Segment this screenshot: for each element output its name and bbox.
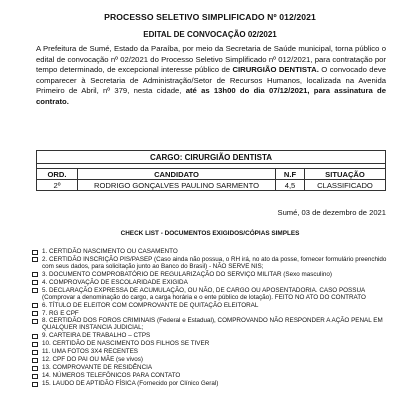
list-item: 10. CERTIDÃO DE NASCIMENTO DOS FILHOS SE TIVER: [32, 341, 392, 348]
list-item: 4. COMPROVAÇÃO DE ESCOLARIDADE EXIGIDA: [32, 280, 392, 287]
list-item: 15. LAUDO DE APTIDÃO FÍSICA (Fornecido por Clínico Geral): [32, 381, 392, 388]
edital-subtitle: EDITAL DE CONVOCAÇÃO 02/2021: [143, 30, 277, 39]
list-item: 12. CPF DO PAI OU MÃE (se vivos): [32, 357, 392, 364]
list-item: 3. DOCUMENTO COMPROBATÓRIO DE REGULARIZAÇÃO DO SERVIÇO MILITAR (Sexo masculino): [32, 272, 392, 279]
intro-bold-cargo: CIRURGIÃO DENTISTA.: [232, 65, 319, 75]
checkbox-icon: [32, 358, 38, 363]
checkbox-icon: [32, 311, 38, 316]
checkbox-icon: [32, 342, 38, 347]
checkbox-icon: [32, 334, 38, 339]
checkbox-icon: [32, 272, 38, 277]
checklist: [32, 249, 392, 389]
checklist-title: CHECK LIST - DOCUMENTOS EXIGIDOS/CÓPIAS SIMPLES: [120, 230, 300, 237]
checkbox-icon: [32, 250, 38, 255]
list-item: 1. CERTIDÃO NASCIMENTO OU CASAMENTO: [32, 249, 392, 256]
table-header-row: [37, 169, 386, 180]
result-table: [36, 150, 386, 191]
intro-text-1: A Prefeitura de Sumé, Estado da Paraíba, por meio da Secretaria de Saúde municipal, torna público o edital de convocação nº 02/2021 do Processo Seletivo Simplificado nº 012/2021, para contratação por tempo determinado, de excepcional interesse público de: [36, 44, 386, 75]
header-candidato: CANDIDATO: [78, 169, 276, 180]
checkbox-icon: [32, 257, 38, 262]
list-item: 8. CERTIDÃO DOS FOROS CRIMINAIS (Federal e Estadual), COMPROVANDO NÃO RESPONDER A AÇÃO PENAL EM QUALQUER INSTANCIA JUDICIAL;: [32, 318, 392, 332]
intro-text-2: O convocado deve comparecer à Secretaria de Administração/Setor de Recursos Humanos, localizada na Avenida Primeiro de Abril, nº 379, nesta cidade,: [36, 65, 386, 96]
checkbox-icon: [32, 280, 38, 285]
date-line: Sumé, 03 de dezembro de 2021: [277, 208, 386, 217]
cell-nf: 4,5: [276, 180, 305, 191]
checkbox-icon: [32, 303, 38, 308]
list-item: 9. CARTEIRA DE TRABALHO – CTPS: [32, 333, 392, 340]
cell-ord: 2º: [37, 180, 78, 191]
document-title: PROCESSO SELETIVO SIMPLIFICADO Nº 012/2021: [104, 12, 316, 22]
cell-candidato: RODRIGO GONÇALVES PAULINO SARMENTO: [78, 180, 276, 191]
list-item: 13. COMPROVANTE DE RESIDÊNCIA: [32, 365, 392, 372]
checkbox-icon: [32, 319, 38, 324]
cell-situacao: CLASSIFICADO: [305, 180, 386, 191]
list-item: 14. NÚMEROS TELEFÔNICOS PARA CONTATO: [32, 373, 392, 380]
list-item: 6. TÍTULO DE ELEITOR COM COMPROVANTE DE QUITAÇÃO ELEITORAL: [32, 303, 392, 310]
checkbox-icon: [32, 382, 38, 387]
checkbox-icon: [32, 288, 38, 293]
header-situacao: SITUAÇÃO: [305, 169, 386, 180]
intro-bold-deadline: até as 13h00 do dia 07/12/2021, para assinatura de contrato.: [36, 86, 386, 106]
list-item: 2. CERTIDÃO INSCRIÇÃO PIS/PASEP (Caso ainda não possua, o RH irá, no ato da posse, fornecer formulário preenchido com seus dados, para solicitação junto ao Banco do Brasil) - NÃO SERVE NIS;: [32, 257, 392, 271]
table-row: [37, 180, 386, 191]
list-item: 11. UMA FOTOS 3X4 RECENTES: [32, 349, 392, 356]
list-item: 5. DECLARAÇÃO EXPRESSA DE ACUMULAÇÃO, OU NÃO, DE CARGO OU APOSENTADORIA. CASO POSSUA (Comprovar a denominação do cargo, a carga horária e o ente público de lotação). FEITO NO ATO DO CONTRATO: [32, 288, 392, 302]
checkbox-icon: [32, 350, 38, 355]
intro-paragraph: [36, 44, 386, 108]
list-item: 7. RG E CPF: [32, 311, 392, 318]
header-ord: ORD.: [37, 169, 78, 180]
header-nf: N.F: [276, 169, 305, 180]
checkbox-icon: [32, 366, 38, 371]
checkbox-icon: [32, 374, 38, 379]
cargo-cell: CARGO: CIRURGIÃO DENTISTA: [37, 151, 386, 164]
cargo-row: [37, 151, 386, 164]
